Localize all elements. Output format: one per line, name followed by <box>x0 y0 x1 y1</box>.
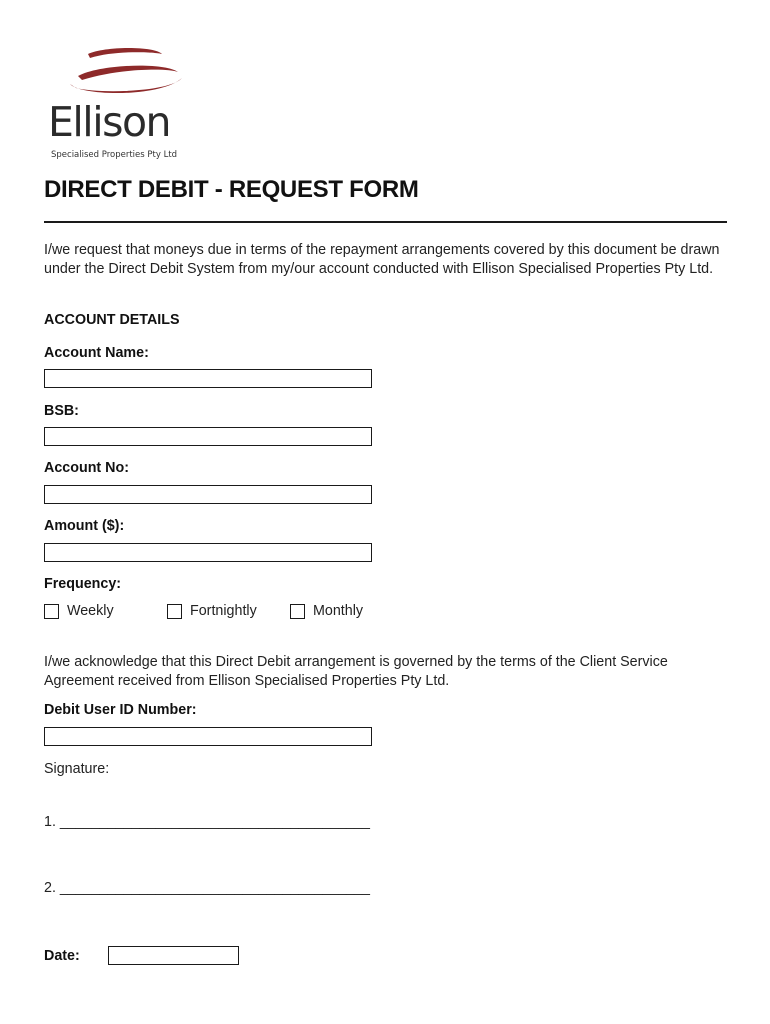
amount-field[interactable] <box>44 543 372 562</box>
intro-paragraph: I/we request that moneys due in terms of the repayment arrangements covered by this document be drawn under the Direct Debit System from my/our account conducted with Ellison Specialised Properties Pty Ltd. <box>44 242 720 277</box>
fortnightly-label: Fortnightly <box>190 603 257 619</box>
debit-user-id-field[interactable] <box>44 727 372 746</box>
logo-swoosh-icon <box>60 44 190 100</box>
signature-line-2[interactable]: 2. _______________________________________ <box>44 880 370 896</box>
account-name-label: Account Name: <box>44 345 149 361</box>
section-heading-account-details: ACCOUNT DETAILS <box>44 312 180 328</box>
fortnightly-checkbox[interactable] <box>167 604 182 619</box>
title-divider <box>44 221 727 223</box>
frequency-option-monthly[interactable] <box>290 603 363 619</box>
acknowledgement-paragraph: I/we acknowledge that this Direct Debit arrangement is governed by the terms of the Client Service Agreement received from Ellison Specialised Properties Pty Ltd. <box>44 654 668 689</box>
debit-user-id-label: Debit User ID Number: <box>44 702 197 718</box>
weekly-checkbox[interactable] <box>44 604 59 619</box>
page-title: DIRECT DEBIT - REQUEST FORM <box>44 176 419 203</box>
date-label: Date: <box>44 948 80 964</box>
logo-wordmark: Ellison <box>48 98 171 146</box>
company-logo <box>48 44 198 164</box>
date-field[interactable] <box>108 946 239 965</box>
signature-line-1[interactable]: 1. _______________________________________ <box>44 814 370 830</box>
account-no-field[interactable] <box>44 485 372 504</box>
bsb-label: BSB: <box>44 403 79 419</box>
weekly-label: Weekly <box>67 603 114 619</box>
account-no-label: Account No: <box>44 460 129 476</box>
monthly-checkbox[interactable] <box>290 604 305 619</box>
frequency-option-fortnightly[interactable] <box>167 603 257 619</box>
amount-label: Amount ($): <box>44 518 125 534</box>
monthly-label: Monthly <box>313 603 364 619</box>
bsb-field[interactable] <box>44 427 372 446</box>
logo-tagline: Specialised Properties Pty Ltd <box>51 150 178 160</box>
frequency-label: Frequency: <box>44 576 122 592</box>
frequency-option-weekly[interactable] <box>44 603 114 619</box>
signature-label: Signature: <box>44 761 110 777</box>
account-name-field[interactable] <box>44 369 372 388</box>
